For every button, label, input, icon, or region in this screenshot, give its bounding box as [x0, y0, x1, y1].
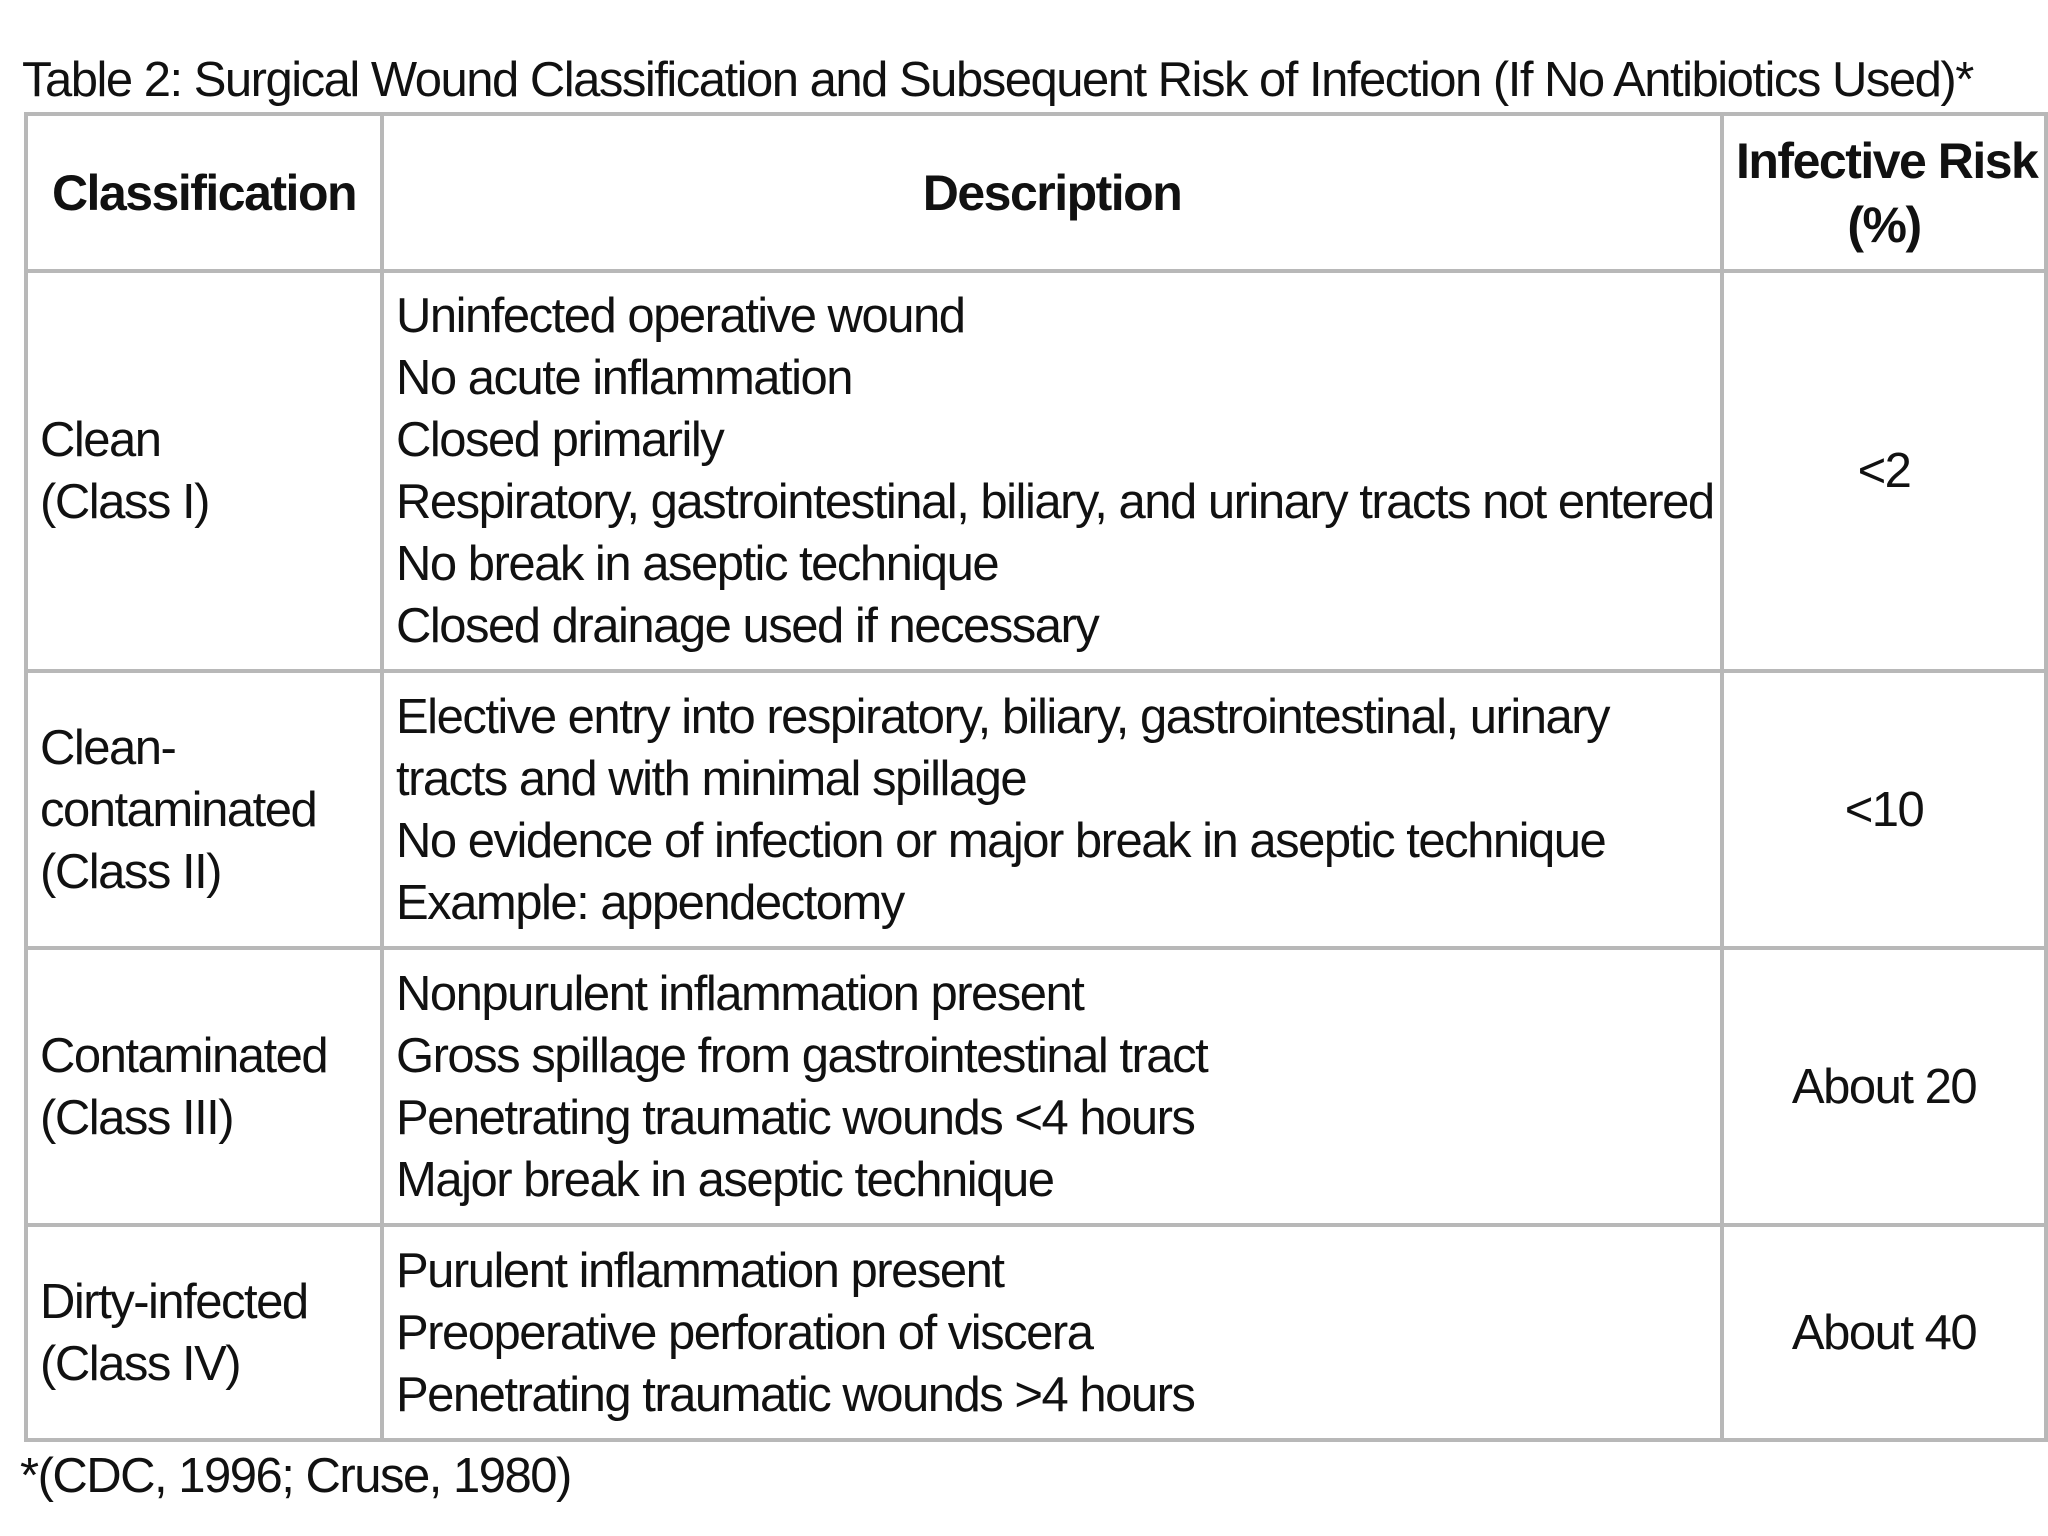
description-cell — [382, 1225, 1722, 1440]
description-cell — [382, 671, 1722, 948]
classification-cell — [26, 948, 382, 1225]
classification-name: Dirty-infected — [40, 1274, 308, 1329]
header-risk-line-1: Infective Risk — [1736, 132, 2038, 189]
classification-cell — [26, 1225, 382, 1440]
classification-name: Clean — [40, 413, 161, 467]
wound-classification-table — [24, 112, 2048, 1442]
description-line: Penetrating traumatic wounds >4 hours — [396, 1367, 1195, 1422]
description-line: Example: appendectomy — [396, 875, 904, 930]
header-risk-line-2: (%) — [1847, 196, 1921, 253]
risk-cell: About 20 — [1722, 948, 2046, 1225]
risk-cell: About 40 — [1722, 1225, 2046, 1440]
classification-name: Contaminated — [40, 1028, 328, 1083]
description-line: Gross spillage from gastrointestinal tract — [396, 1028, 1208, 1083]
classification-name: Clean- — [40, 720, 176, 775]
table-row-clean-contaminated — [26, 671, 2046, 948]
classification-class: (Class I) — [40, 475, 209, 529]
description-line: No evidence of infection or major break in aseptic technique — [396, 813, 1606, 868]
description-line: Closed drainage used if necessary — [396, 599, 1099, 653]
classification-cell — [26, 271, 382, 671]
table-caption: Table 2: Surgical Wound Classification and Subsequent Risk of Infection (If No Antibiotics Used)* — [22, 53, 1973, 107]
description-line: Respiratory, gastrointestinal, biliary, and urinary tracts not entered — [396, 475, 1714, 529]
classification-cell — [26, 671, 382, 948]
classification-name: contaminated — [40, 782, 317, 837]
table-footnote: *(CDC, 1996; Cruse, 1980) — [20, 1449, 571, 1503]
description-line: Uninfected operative wound — [396, 289, 965, 343]
description-line: Elective entry into respiratory, biliary, gastrointestinal, urinary tracts and with minimal spillage — [396, 689, 1610, 806]
risk-cell: <10 — [1722, 671, 2046, 948]
description-line: Major break in aseptic technique — [396, 1152, 1054, 1207]
description-line: Purulent inflammation present — [396, 1243, 1004, 1298]
description-line: No break in aseptic technique — [396, 537, 999, 591]
description-cell — [382, 271, 1722, 671]
header-classification: Classification — [26, 114, 382, 271]
table-row-contaminated — [26, 948, 2046, 1225]
classification-class: (Class III) — [40, 1090, 234, 1145]
classification-class: (Class II) — [40, 844, 221, 899]
description-line: Preoperative perforation of viscera — [396, 1305, 1093, 1360]
classification-class: (Class IV) — [40, 1336, 241, 1391]
description-line: Penetrating traumatic wounds <4 hours — [396, 1090, 1195, 1145]
table-row-dirty-infected — [26, 1225, 2046, 1440]
description-line: Closed primarily — [396, 413, 724, 467]
header-description: Description — [382, 114, 1722, 271]
risk-cell: <2 — [1722, 271, 2046, 671]
header-infective-risk — [1722, 114, 2046, 271]
table-row-clean — [26, 271, 2046, 671]
description-line: Nonpurulent inflammation present — [396, 966, 1084, 1021]
description-line: No acute inflammation — [396, 351, 853, 405]
description-cell — [382, 948, 1722, 1225]
table-header-row — [26, 114, 2046, 271]
